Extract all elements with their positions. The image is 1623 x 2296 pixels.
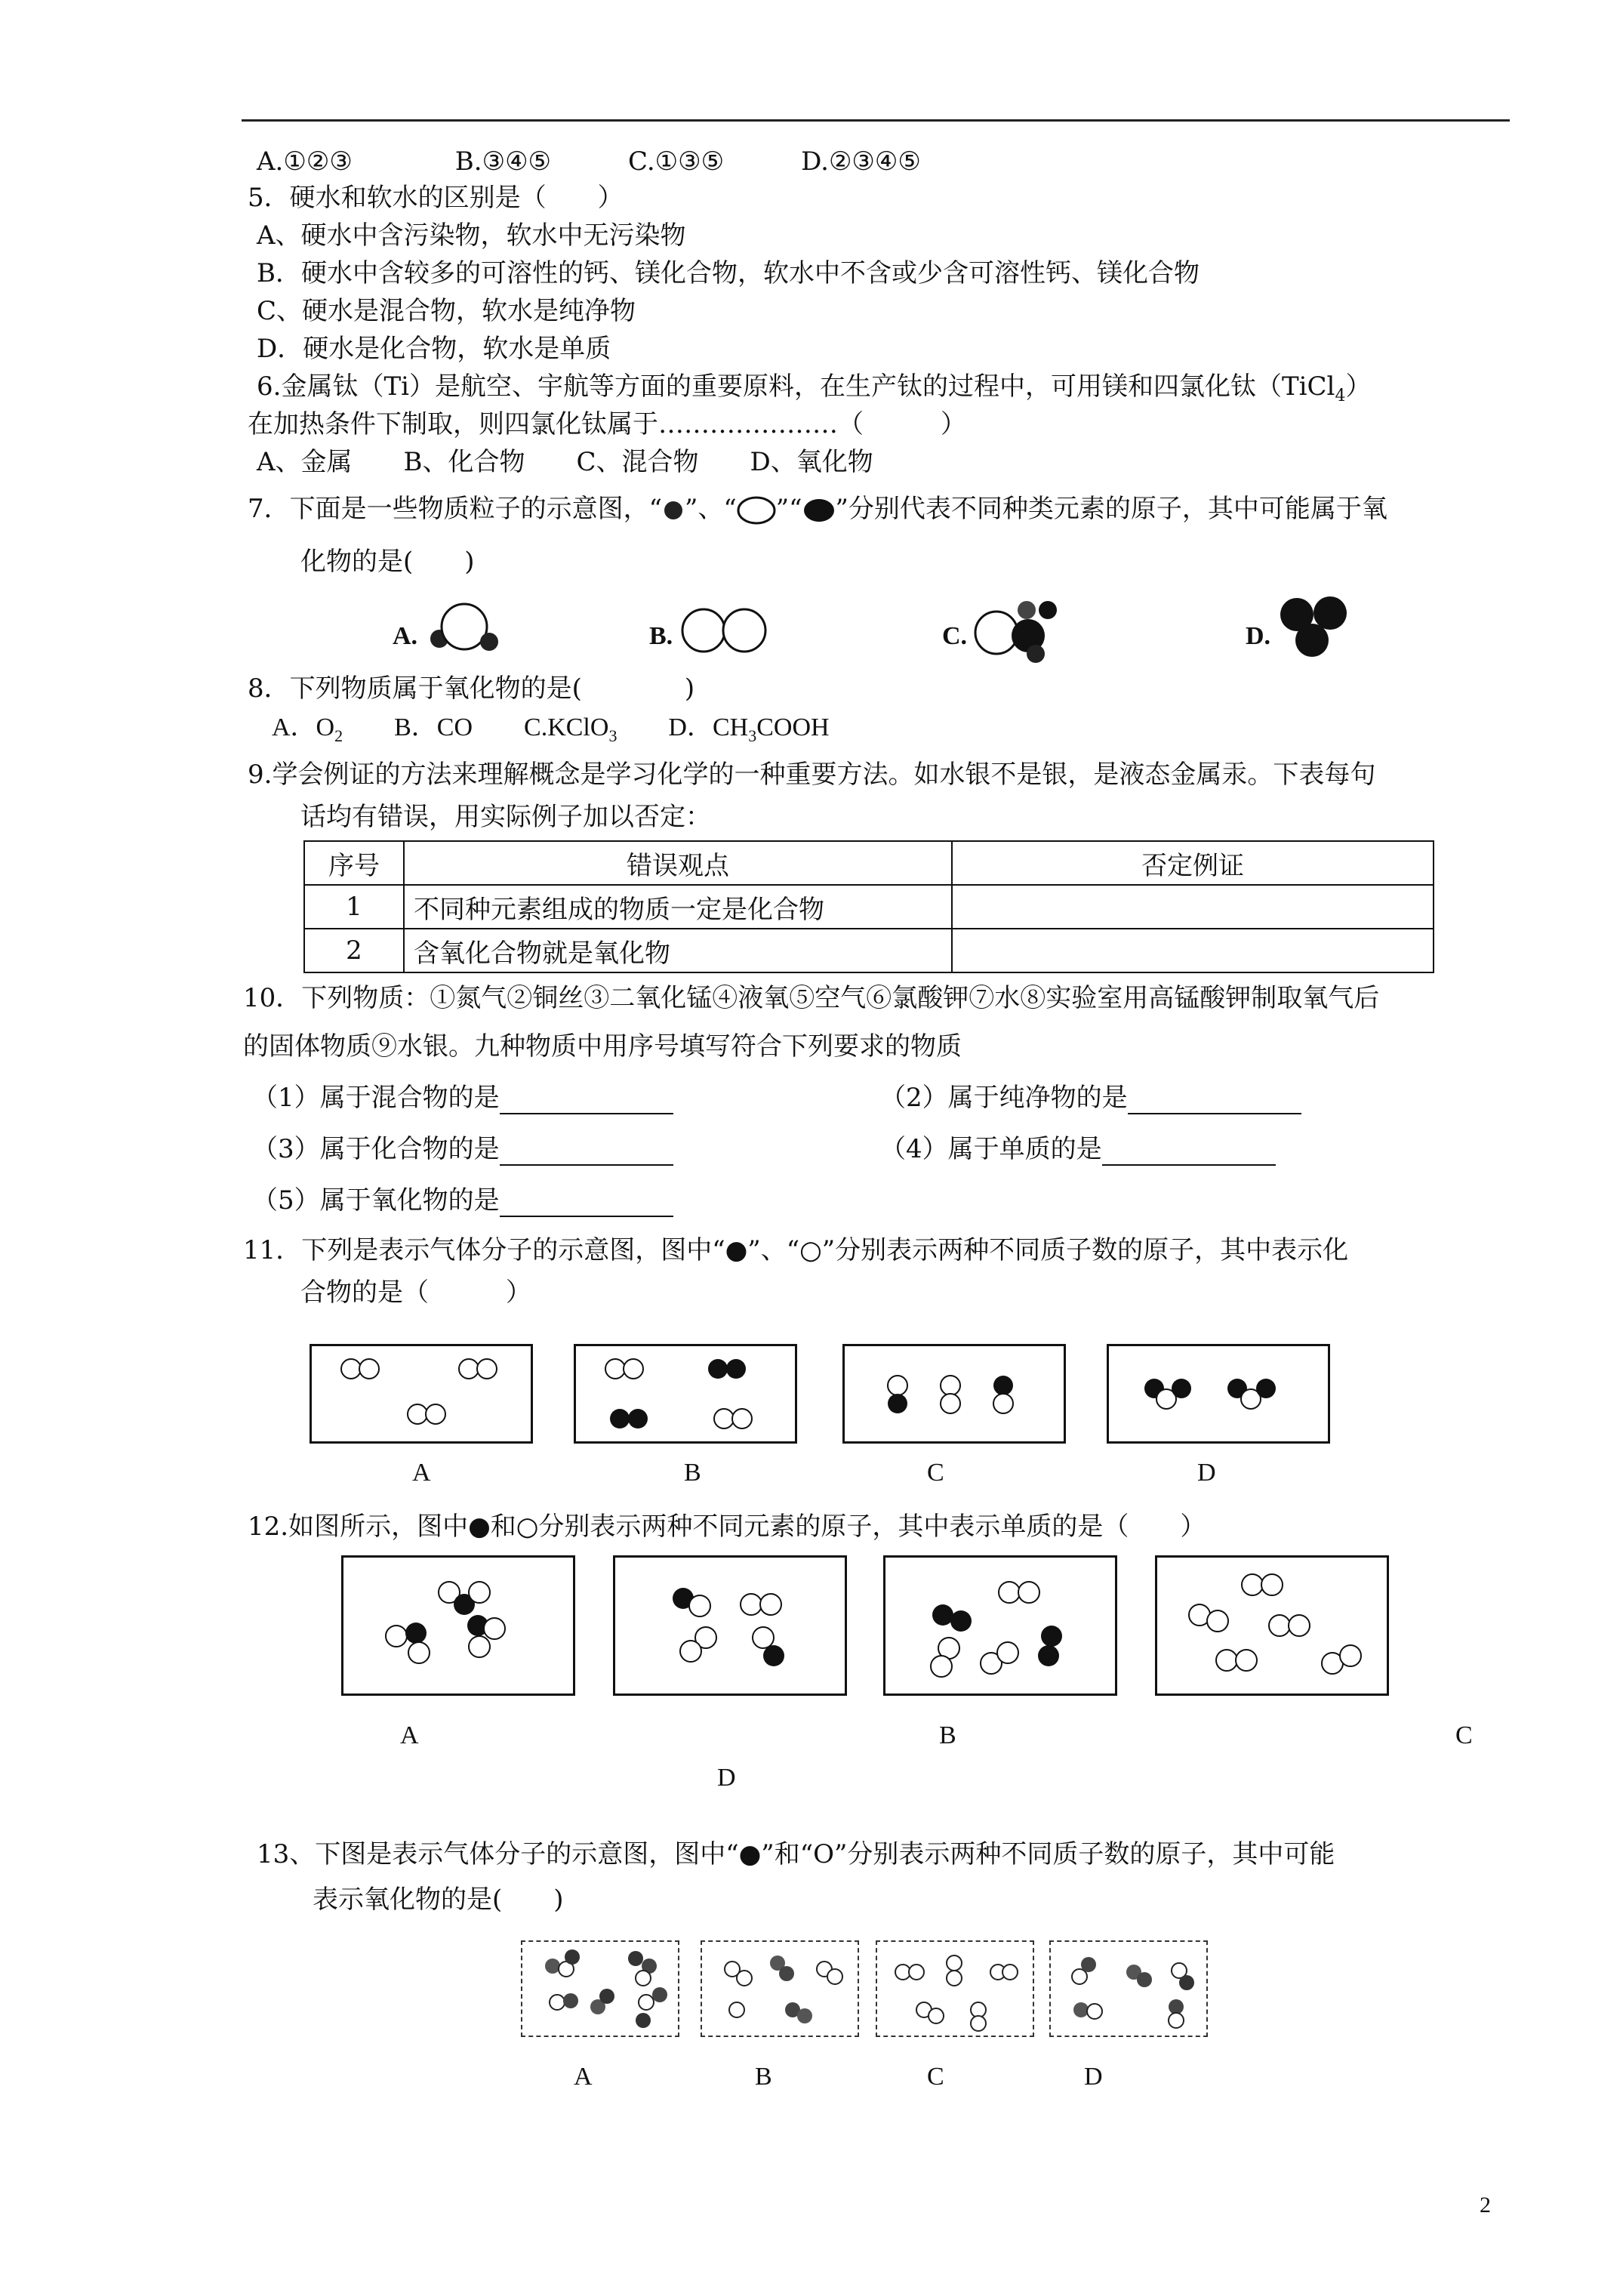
q11-label-c: C	[927, 1459, 944, 1487]
q8-opt-a: A．O	[272, 713, 335, 741]
answer-blank[interactable]	[1128, 1090, 1301, 1114]
q10-item-4-text: （4）属于单质的是	[880, 1134, 1102, 1164]
q13-a-molecules	[522, 1942, 678, 2036]
q9-line2: 话均有错误，用实际例子加以否定：	[300, 802, 711, 832]
q7-molecule-b	[679, 604, 770, 657]
q10-item-2	[880, 1081, 1301, 1114]
table-cell: 含氧化合物就是氧化物	[404, 929, 952, 972]
q10-line2: 的固体物质⑨水银。九种物质中用序号填写符合下列要求的物质	[243, 1031, 962, 1062]
table-row	[304, 929, 1434, 972]
q8-stem: 8．下列物质属于氧化物的是( )	[248, 673, 695, 704]
q10-item-1-text: （1）属于混合物的是	[252, 1083, 500, 1113]
q4-options: A.①②③ B.③④⑤ C.①③⑤ D.②③④⑤	[257, 146, 921, 177]
table-cell-answer[interactable]	[952, 885, 1434, 929]
q13-line1: 13、下图是表示气体分子的示意图，图中“●”和“O”分别表示两种不同质子数的原子，其中可能	[257, 1839, 1335, 1869]
q13-diagram-d	[1049, 1940, 1208, 2037]
q7-stem-c: ”“	[775, 494, 802, 524]
table-header-cell: 否定例证	[952, 841, 1434, 885]
q11-c-molecules	[845, 1346, 1064, 1441]
q13-b-molecules	[702, 1942, 858, 2036]
q5-option-c: C、硬水是混合物，软水是纯净物	[257, 296, 636, 326]
q11-diagram-d	[1107, 1344, 1330, 1444]
q8-options	[272, 711, 830, 753]
q7-stem-b: ”、“	[685, 494, 737, 524]
q12-label-d: D	[717, 1764, 736, 1792]
q12-b-molecules	[615, 1558, 845, 1693]
q8-sub-1: 2	[334, 726, 343, 745]
q10-line1: 10．下列物质：①氮气②铜丝③二氧化锰④液氧⑤空气⑥氯酸钾⑦水⑧实验室用高锰酸钾制取氧气后	[243, 983, 1380, 1013]
q11-b-molecules	[576, 1346, 795, 1441]
q12-stem: 12.如图所示，图中●和○分别表示两种不同元素的原子，其中表示单质的是（ ）	[248, 1512, 1206, 1542]
q8-opt-d-end: COOH	[756, 713, 830, 741]
q10-item-5	[252, 1184, 673, 1217]
large-black-atom-icon	[802, 497, 836, 524]
q8-sub-3: 3	[748, 726, 757, 745]
q10-item-3	[252, 1133, 673, 1166]
q13-label-d: D	[1084, 2063, 1103, 2091]
q13-label-c: C	[927, 2063, 944, 2091]
q13-d-molecules	[1051, 1942, 1206, 2036]
table-header-cell: 错误观点	[404, 841, 952, 885]
q6-options: A、金属 B、化合物 C、混合物 D、氧化物	[257, 447, 873, 477]
q11-a-molecules	[312, 1346, 531, 1441]
q7-line2: 化物的是( )	[300, 547, 475, 577]
q6-subscript: 4	[1335, 386, 1346, 405]
q6-line1-text: 6.金属钛（Ti）是航空、宇航等方面的重要原料，在生产钛的过程中，可用镁和四氯化钛（TiCl	[257, 371, 1335, 402]
q5-option-b: B．硬水中含较多的可溶性的钙、镁化合物，软水中不含或少含可溶性钙、镁化合物	[257, 258, 1200, 288]
q12-diagram-b	[613, 1555, 847, 1696]
q11-diagram-b	[574, 1344, 797, 1444]
q5-option-a: A、硬水中含污染物，软水中无污染物	[257, 220, 686, 251]
q13-label-a: A	[574, 2063, 593, 2091]
q12-label-a: A	[400, 1721, 419, 1749]
q8-opt-bc: B．CO C.KClO	[343, 713, 609, 741]
table-cell-answer[interactable]	[952, 929, 1434, 972]
q11-label-d: D	[1197, 1459, 1216, 1487]
table-row	[304, 885, 1434, 929]
white-atom-icon	[737, 495, 776, 525]
q7-label-c: C.	[942, 622, 968, 650]
q13-diagram-c	[876, 1940, 1034, 2037]
q7-label-d: D.	[1246, 622, 1271, 650]
q11-label-a: A	[412, 1459, 431, 1487]
q12-a-molecules	[343, 1558, 573, 1693]
q7-label-b: B.	[649, 622, 673, 650]
q11-d-molecules	[1109, 1346, 1328, 1441]
q7-molecule-a	[423, 596, 506, 664]
q12-diagram-a	[341, 1555, 575, 1696]
answer-blank[interactable]	[500, 1193, 673, 1217]
q10-item-4	[880, 1133, 1276, 1166]
q13-label-b: B	[755, 2063, 772, 2091]
q7-stem-a: 7．下面是一些物质粒子的示意图，“	[248, 494, 663, 524]
q8-sub-2: 3	[608, 726, 617, 745]
table-header-row	[304, 841, 1434, 885]
q7-molecule-d	[1276, 590, 1351, 666]
q13-diagram-b	[701, 1940, 859, 2037]
table-cell: 1	[304, 885, 404, 929]
q9-line1: 9.学会例证的方法来理解概念是学习化学的一种重要方法。如水银不是银，是液态金属汞。下表每句	[248, 760, 1376, 790]
small-black-atom-icon	[662, 499, 685, 522]
q11-line2: 合物的是（ ）	[300, 1277, 531, 1308]
q6-line2: 在加热条件下制取，则四氯化钛属于…………………（ ）	[248, 409, 966, 439]
q13-c-molecules	[877, 1942, 1033, 2036]
header-rule	[242, 119, 1510, 122]
q9-table	[303, 840, 1434, 973]
q7-molecule-c	[966, 589, 1072, 664]
answer-blank[interactable]	[1102, 1142, 1276, 1166]
q12-diagram-c	[883, 1555, 1117, 1696]
q10-item-3-text: （3）属于化合物的是	[252, 1134, 500, 1164]
answer-blank[interactable]	[500, 1090, 673, 1114]
q7-stem-d: ”分别代表不同种类元素的原子，其中可能属于氧	[835, 494, 1387, 524]
q7-stem	[248, 492, 1387, 525]
q11-label-b: B	[684, 1459, 701, 1487]
q11-diagram-c	[842, 1344, 1066, 1444]
table-cell: 不同种元素组成的物质一定是化合物	[404, 885, 952, 929]
q12-label-b: B	[939, 1721, 956, 1749]
q5-stem: 5．硬水和软水的区别是（ ）	[248, 183, 624, 213]
q12-label-c: C	[1455, 1721, 1473, 1749]
q6-line1	[257, 370, 1371, 413]
table-header-cell: 序号	[304, 841, 404, 885]
q12-c-molecules	[885, 1558, 1115, 1693]
table-cell: 2	[304, 929, 404, 972]
q13-diagram-a	[521, 1940, 679, 2037]
q12-diagram-d	[1155, 1555, 1389, 1696]
q6-line1-end: ）	[1345, 371, 1372, 402]
page-number: 2	[1480, 2193, 1491, 2217]
q10-item-5-text: （5）属于氧化物的是	[252, 1185, 500, 1216]
q5-option-d: D．硬水是化合物，软水是单质	[257, 334, 611, 364]
q8-opt-d: D．CH	[617, 713, 749, 741]
q13-line2: 表示氧化物的是( )	[313, 1885, 564, 1915]
answer-blank[interactable]	[500, 1142, 673, 1166]
q10-item-1	[252, 1081, 673, 1114]
q12-d-molecules	[1157, 1558, 1387, 1693]
q7-label-a: A.	[393, 622, 418, 650]
q11-line1: 11．下列是表示气体分子的示意图，图中“●”、“○”分别表示两种不同质子数的原子，其中表示化	[243, 1235, 1349, 1265]
q11-diagram-a	[310, 1344, 533, 1444]
q10-item-2-text: （2）属于纯净物的是	[880, 1083, 1128, 1113]
